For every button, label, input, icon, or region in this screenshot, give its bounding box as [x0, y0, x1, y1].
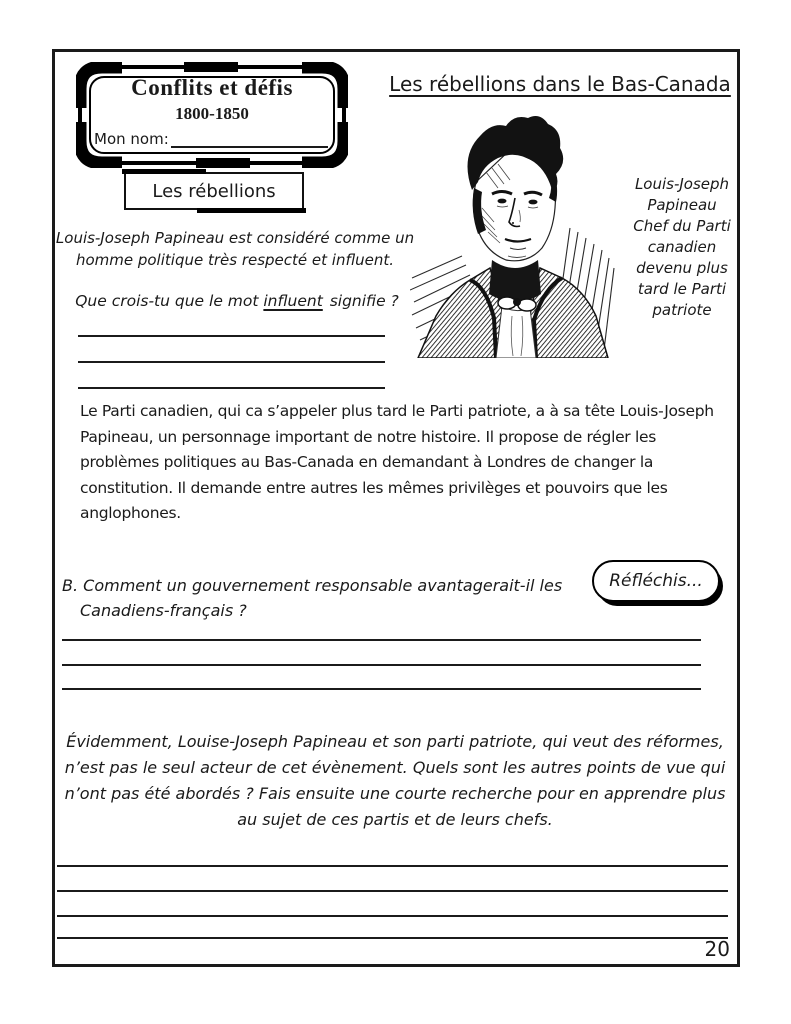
answer-line[interactable]: [57, 915, 728, 917]
caption-line: Louis-Joseph: [634, 175, 730, 193]
section-badge: [124, 172, 304, 210]
answer-line[interactable]: [57, 890, 728, 892]
answer-line[interactable]: [57, 937, 728, 939]
name-row: [94, 128, 328, 148]
intro-text: Louis-Joseph Papineau est considéré comme un homme politique très respecté et influent.: [55, 229, 415, 269]
section-badge-label: Les rébellions: [152, 180, 276, 202]
answer-line[interactable]: [62, 688, 701, 690]
answer-line[interactable]: [62, 639, 701, 641]
caption-line: canadien: [647, 238, 717, 256]
reflect-button[interactable]: [592, 560, 720, 602]
caption-line: patriote: [652, 301, 712, 319]
caption-line: devenu plus: [636, 259, 728, 277]
caption-line: tard le Parti: [637, 280, 727, 298]
caption-line: Papineau: [647, 196, 717, 214]
caption-line: Chef du Parti: [633, 217, 731, 235]
answer-line[interactable]: [78, 335, 385, 337]
answer-line[interactable]: [57, 865, 728, 867]
answer-line[interactable]: [78, 387, 385, 389]
answer-line[interactable]: [62, 664, 701, 666]
name-label: Mon nom:: [94, 129, 169, 148]
question-b-line2: Canadiens-français ?: [80, 601, 247, 620]
closing-paragraph: Évidemment, Louise-Joseph Papineau et son parti patriote, qui veut des réformes, n’est pas le seul acteur de cet évènement. Quels sont les autres points de vue qui n’ont pas été abordés ? Fais ensuite une courte recherche pour en apprendre plus au sujet de ces partis et de leurs chefs.: [64, 732, 726, 829]
underlined-word: influent: [263, 292, 323, 310]
vocab-question-prefix: Que crois-tu que le mot: [75, 292, 264, 310]
papineau-portrait-illustration: [410, 110, 616, 358]
vocab-question-suffix: signifie ?: [324, 292, 399, 310]
portrait-caption: [618, 174, 746, 321]
question-b: [62, 573, 587, 623]
page-number: 20: [704, 937, 730, 961]
main-paragraph: Le Parti canadien, qui ca s’appeler plus tard le Parti patriote, a à sa tête Louis-Joseph Papineau, un personnage important de notre histoire. Il propose de régler les problèmes politiques au Bas-Canada en demandant à Londres de changer la constitution. Il demande entre autres les mêmes privilèges et pouvoirs que les anglophones.: [80, 402, 714, 522]
name-input-line[interactable]: [171, 128, 328, 148]
unit-years: 1800-1850: [175, 104, 249, 123]
question-b-line1: B. Comment un gouvernement responsable avantagerait-il les: [62, 576, 563, 595]
unit-title: Conflits et défis: [131, 75, 293, 100]
reflect-button-label: Réfléchis...: [609, 571, 703, 591]
vocab-question: [62, 292, 412, 310]
answer-line[interactable]: [78, 361, 385, 363]
page-title: Les rébellions dans le Bas-Canada: [389, 72, 731, 96]
unit-title-box: [76, 62, 348, 168]
